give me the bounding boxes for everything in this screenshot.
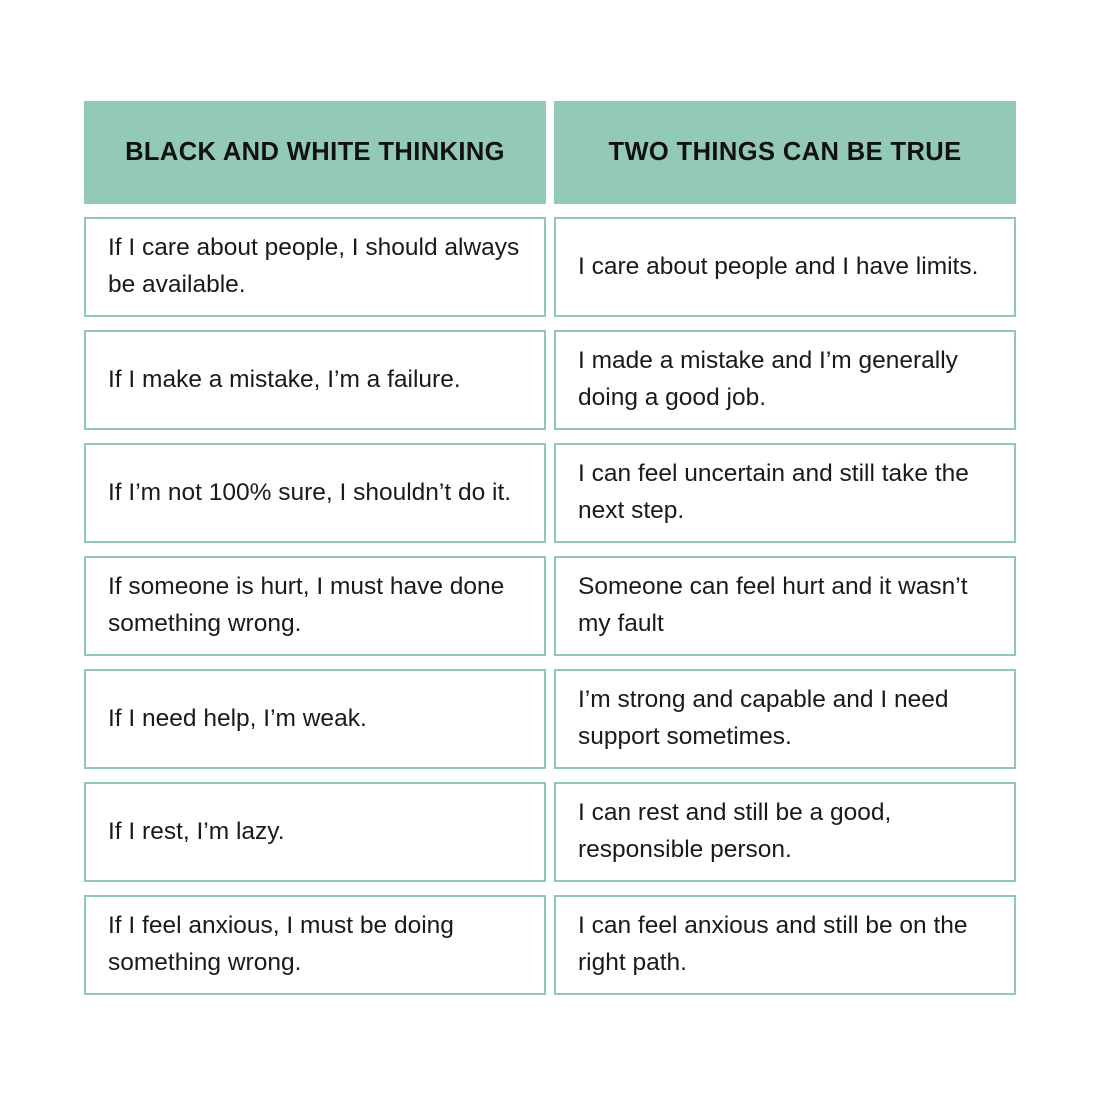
table-row — [84, 330, 546, 430]
column-header-left-label: BLACK AND WHITE THINKING — [125, 138, 505, 167]
table-row — [84, 556, 546, 656]
cell-text-right: I can feel uncertain and still take the next step. — [578, 460, 969, 524]
cell-text-right: I’m strong and capable and I need support sometimes. — [578, 686, 949, 750]
cell-text-right: I made a mistake and I’m generally doing a good job. — [578, 347, 958, 411]
table-row — [554, 556, 1016, 656]
table-row — [554, 217, 1016, 317]
table-row — [554, 443, 1016, 543]
table-row — [84, 669, 546, 769]
cell-text-left: If I feel anxious, I must be doing something wrong. — [108, 912, 454, 976]
table-row — [554, 669, 1016, 769]
cell-text-right: I care about people and I have limits. — [578, 252, 979, 280]
cell-text-left: If I need help, I’m weak. — [108, 704, 367, 732]
comparison-table — [84, 101, 1016, 995]
column-header-right — [554, 101, 1016, 204]
table-row — [84, 217, 546, 317]
cell-text-left: If I’m not 100% sure, I shouldn’t do it. — [108, 478, 512, 506]
cell-text-right: I can rest and still be a good, responsible person. — [578, 799, 892, 863]
table-row — [554, 895, 1016, 995]
table-row — [84, 895, 546, 995]
cell-text-right: Someone can feel hurt and it wasn’t my fault — [578, 573, 968, 637]
cell-text-left: If I care about people, I should always be available. — [108, 234, 520, 298]
cell-text-left: If someone is hurt, I must have done something wrong. — [108, 573, 505, 637]
column-header-left — [84, 101, 546, 204]
table-row — [554, 330, 1016, 430]
table-row — [84, 782, 546, 882]
cell-text-left: If I rest, I’m lazy. — [108, 817, 285, 845]
table-row — [554, 782, 1016, 882]
cell-text-left: If I make a mistake, I’m a failure. — [108, 365, 461, 393]
cell-text-right: I can feel anxious and still be on the right path. — [578, 912, 968, 976]
column-header-right-label: TWO THINGS CAN BE TRUE — [608, 138, 962, 167]
table-grid — [84, 101, 1016, 995]
table-row — [84, 443, 546, 543]
